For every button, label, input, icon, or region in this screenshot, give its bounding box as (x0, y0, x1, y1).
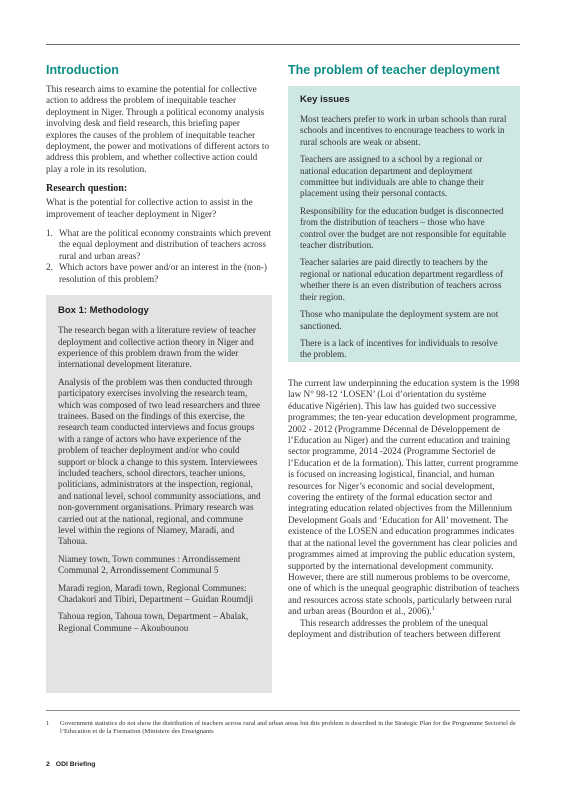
intro-heading: Introduction (46, 63, 119, 77)
research-question-heading: Research question: (46, 183, 128, 195)
list-item (46, 262, 272, 285)
intro-paragraph: This research aims to examine the potential for collective action to address the problem of inequitable teacher deployment in Niger. Through a political economy analysis involving desk and field research, this briefing paper explores the causes of the problem of inequitable teacher deployment, the power and motivations of different actors to address this problem, and whether collective action could play a role in its resolution. (46, 84, 270, 174)
body-paragraph-text: The current law underpinning the education system is the 1998 law N° 98-12 ‘LOSEN’ (Loi d’orientation du système éducative Nigérien). This law has guided two successive programmes; the ten-year education development programme, 2002 - 2012 (Programme Décennal de Développement de l’Education au Niger) and the current education and training sector programme, 2014 -2024 (Programme Sectoriel de l’Education et de la formation). This latter, current programme is focused on increasing logistical, financial, and human resources for Niger’s economic and social development, covering the entirety of the formal education sector and integrating education related objectives from the Millennium Development Goals and ‘Education for All’ movement. The existence of the LOSEN and education programmes indicates that at the national level the government has clear policies and programmes aimed at improving the public education system, supported by the international development community. However, there are still numerous problems to be overcome, one of which is the unequal geographic distribution of teachers and resources across state schools, particularly between rural and urban areas (Bourdon et al., 2006). (288, 378, 520, 617)
footnote (46, 720, 520, 737)
key-issue-item: Teacher salaries are paid directly to teachers by the regional or national education department regardless of whether there is an even distribution of teachers across their region. (300, 257, 504, 302)
list-item-text: What are the political economy constraints which prevent the equal deployment and distribution of teachers across rural and urban areas? (59, 228, 272, 261)
footnote-text: Government statistics do not show the distribution of teachers across rural and urban areas but this problem is described in the Strategic Plan for the Programme Sectoriel de l’Education et de la Formation (Ministere des Enseignants (60, 720, 516, 736)
publication-name: ODI Briefing (55, 761, 96, 768)
left-column (46, 62, 272, 693)
key-issue-item: Most teachers prefer to work in urban schools than rural schools and incentives to encourage teachers to work in rural schools are weak or absent. (300, 114, 507, 147)
right-column (288, 62, 520, 640)
deployment-heading: The problem of teacher deployment (288, 63, 500, 77)
methodology-paragraph: Niamey town, Town communes : Arrondissement Communal 2, Arrondissement Communal 5 (58, 553, 241, 576)
header-rule (46, 44, 520, 45)
key-issues-title: Key issues (300, 94, 350, 105)
body-paragraph: This research addresses the problem of the unequal deployment and distribution of teachers between different (288, 617, 501, 639)
body-paragraph (288, 378, 520, 618)
footnote-rule (46, 710, 520, 711)
key-issue-item: Responsibility for the education budget is disconnected from the distribution of teachers – those who have control over the budget are not responsible for equitable teacher distribution. (300, 205, 507, 251)
research-question-list (46, 228, 272, 285)
list-item (46, 228, 272, 262)
list-item-number: 1. (46, 228, 53, 239)
deployment-body (288, 378, 520, 640)
methodology-box-title: Box 1: Methodology (58, 305, 149, 317)
key-issues-box (288, 86, 520, 362)
research-question-text: What is the potential for collective action to assist in the improvement of teacher deployment in Niger? (46, 197, 253, 219)
footnote-reference[interactable]: 1 (431, 606, 435, 613)
page-number: 2 (46, 761, 50, 768)
key-issue-item: Those who manipulate the deployment system are not sanctioned. (300, 309, 499, 331)
methodology-paragraph: Tahoua region, Tahoua town, Department – Abalak, Regional Commune – Akoubounou (58, 611, 249, 633)
methodology-paragraph: Maradi region, Maradi town, Regional Communes: Chadakori and Tibiri, Department – Guidan Roumdji (58, 582, 254, 605)
page-footer (46, 761, 95, 768)
methodology-paragraph: Analysis of the problem was then conducted through participatory exercises involving the research team, which was composed of two lead researchers and three trainees. Based on the findings of this exercise, the research team conducted interviews and focus groups with a range of actors who have experience of the problem of teacher deployment and/or who could support or block a change to this system. Interviewees included teachers, school directors, teacher unions, politicians, administrators at the inspection, regional, and national level, school community associations, and non-government organisations. Primary research was carried out at the national, regional, and commune level within the regions of Niamey, Maradi, and Tahoua. (58, 376, 261, 547)
methodology-paragraph: The research began with a literature review of teacher deployment and collective action theory in Niger and experience of this problem drawn from the wider international development literature. (58, 325, 256, 370)
key-issue-item: There is a lack of incentives for individuals to resolve the problem. (300, 337, 498, 360)
methodology-box (46, 295, 272, 693)
footnote-number: 1 (46, 720, 50, 727)
list-item-text: Which actors have power and/or an interest in the (non-) resolution of this problem? (59, 262, 267, 284)
key-issue-item: Teachers are assigned to a school by a regional or national education department and deployment committee but individuals are able to change their placement using their personal contacts. (300, 154, 484, 199)
list-item-number: 2. (46, 262, 53, 273)
